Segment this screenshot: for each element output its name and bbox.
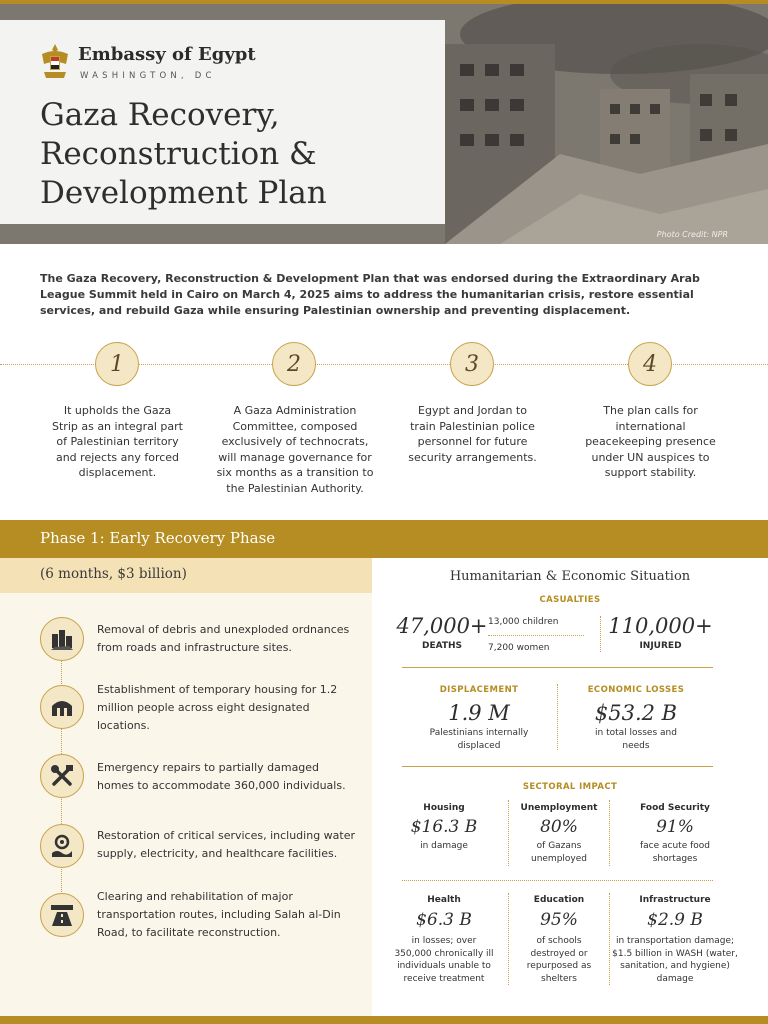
title-line-1: Gaza Recovery, [40, 97, 280, 133]
point-number-4: 4 [628, 342, 672, 386]
displacement-label: DISPLACEMENT [439, 685, 519, 695]
casualties-divider [600, 616, 601, 652]
sector-housing-name: Housing [423, 803, 465, 813]
shelter-icon [40, 685, 84, 729]
tools-icon [40, 754, 84, 798]
sector-row-divider [402, 880, 713, 881]
phase-step-4: Restoration of critical services, including water supply, electricity, and healthcare facilities. [97, 829, 356, 860]
title-line-3: Development Plan [40, 175, 327, 211]
photo-credit: Photo Credit: NPR [656, 230, 728, 239]
women-deaths: 7,200 women [488, 643, 550, 653]
title-line-2: Reconstruction & [40, 136, 317, 172]
phase-step-1: Removal of debris and unexploded ordnances from roads and infrastructure sites. [97, 623, 350, 654]
sector-health-desc: in losses; over 350,000 chronically ill individuals unable to receive treatment [394, 936, 494, 984]
point-text-4: The plan calls for international peacekeeping presence under UN auspices to support stability. [585, 404, 716, 479]
sector-education-value: 95% [540, 910, 578, 930]
point-text-2: A Gaza Administration Committee, composed exclusively of technocrats, will manage governance for six months as a transition to the Palestinian Authority. [216, 404, 374, 495]
children-deaths: 13,000 children [488, 617, 559, 627]
road-icon [40, 893, 84, 937]
point-number-1: 1 [95, 342, 139, 386]
sector-unemployment-name: Unemployment [520, 803, 598, 813]
economic-losses-value: $53.2 B [594, 701, 678, 725]
sector-health-value: $6.3 B [416, 910, 472, 930]
sectoral-impact-label: SECTORAL IMPACT [522, 782, 618, 792]
section-divider-2 [402, 766, 713, 767]
sector-divider-4 [609, 893, 610, 985]
deaths-breakdown-divider [488, 635, 584, 636]
sector-unemployment-desc: of Gazans unemployed [530, 841, 587, 864]
phase-step-3: Emergency repairs to partially damaged homes to accommodate 360,000 individuals. [97, 761, 346, 792]
point-number-2: 2 [272, 342, 316, 386]
displacement-value: 1.9 M [448, 701, 510, 725]
sector-housing-value: $16.3 B [410, 817, 478, 837]
section-divider-1 [402, 667, 713, 668]
page-title [40, 96, 440, 213]
injured-label: INJURED [639, 641, 682, 651]
casualties-label: CASUALTIES [539, 595, 601, 605]
sector-food-name: Food Security [640, 803, 710, 813]
phase-title: Phase 1: Early Recovery Phase [40, 529, 276, 547]
point-number-3: 3 [450, 342, 494, 386]
displacement-divider [557, 684, 558, 750]
sector-health-name: Health [427, 895, 461, 905]
org-name: Embassy of Egypt [78, 44, 256, 65]
sector-infrastructure-desc: in transportation damage; $1.5 billion in WASH (water, sanitation, and hygiene) damage [612, 936, 738, 984]
phase-subtitle: (6 months, $3 billion) [40, 566, 187, 582]
economic-losses-label: ECONOMIC LOSSES [587, 685, 685, 695]
sector-unemployment-value: 80% [540, 817, 578, 837]
injured-value: 110,000+ [608, 614, 713, 638]
deaths-label: DEATHS [421, 641, 463, 651]
bottom-accent-bar [0, 1016, 768, 1024]
situation-title: Humanitarian & Economic Situation [449, 569, 691, 584]
sector-divider-2 [609, 800, 610, 866]
intro-paragraph: The Gaza Recovery, Reconstruction & Development Plan that was endorsed during the Extraordinary Arab League Summit held in Cairo on March 4, 2025 aims to address the humanitarian crisis, restore essential services, and rebuild Gaza while ensuring Palestinian ownership and preventing displacement. [40, 272, 700, 317]
sector-infrastructure-name: Infrastructure [639, 895, 711, 905]
displacement-desc: Palestinians internally displaced [429, 728, 529, 751]
org-subtitle: WASHINGTON, DC [80, 71, 216, 81]
sector-food-value: 91% [656, 817, 694, 837]
phase-step-5: Clearing and rehabilitation of major transportation routes, including Salah al-Din Road, to facilitate reconstruction. [97, 890, 341, 939]
sector-food-desc: face acute food shortages [639, 841, 711, 864]
sector-infrastructure-value: $2.9 B [647, 910, 703, 930]
sector-education-desc: of schools destroyed or repurposed as shelters [526, 936, 592, 984]
point-text-1: It upholds the Gaza Strip as an integral part of Palestinian territory and rejects any forced displacement. [52, 404, 183, 479]
sector-housing-desc: in damage [420, 841, 468, 851]
phase-step-2: Establishment of temporary housing for 1.2 million people across eight designated locations. [97, 683, 338, 732]
point-text-3: Egypt and Jordan to train Palestinian police personnel for future security arrangements. [408, 404, 537, 464]
deaths-value: 47,000+ [396, 614, 488, 638]
economic-losses-desc: in total losses and needs [595, 728, 677, 751]
debris-icon [40, 617, 84, 661]
eagle-emblem-icon [40, 42, 70, 82]
services-icon [40, 824, 84, 868]
sector-divider-3 [508, 893, 509, 985]
sector-education-name: Education [533, 895, 585, 905]
